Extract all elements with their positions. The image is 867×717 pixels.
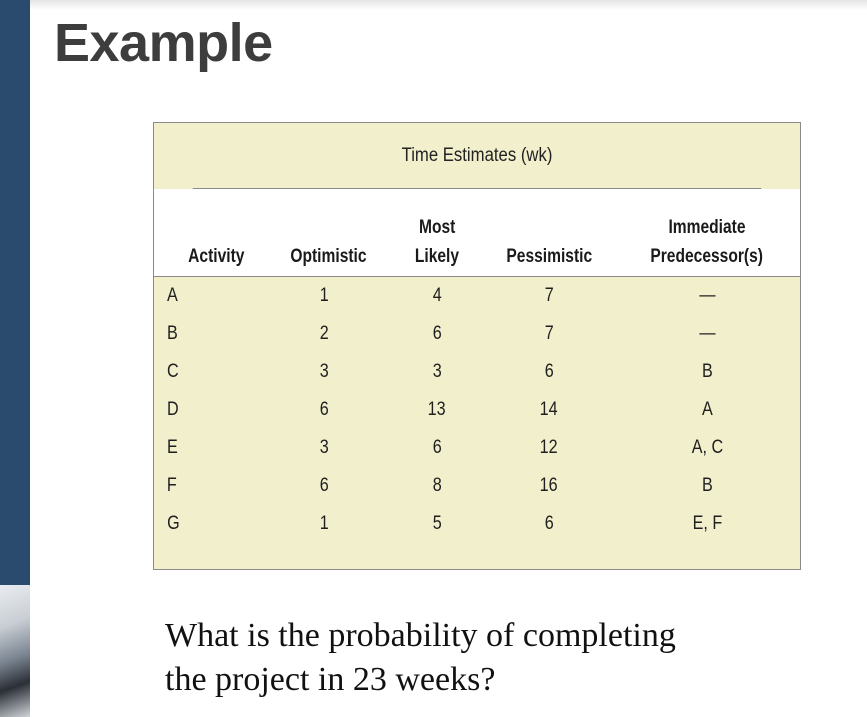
- cell-most-likely: 6: [432, 437, 442, 458]
- cell-optimistic: 6: [319, 399, 329, 420]
- header-pessimistic: [484, 201, 614, 271]
- cell-most-likely: 5: [432, 513, 442, 534]
- header-pessimistic-label: Pessimistic: [506, 246, 592, 267]
- header-activity: [168, 201, 264, 271]
- cell-most-likely: 13: [428, 399, 446, 420]
- header-most-likely-line2: Likely: [414, 246, 460, 267]
- cell-most-likely: 4: [432, 285, 442, 306]
- header-optimistic: [272, 201, 384, 271]
- question-text: [165, 614, 805, 702]
- table-header: [154, 189, 800, 277]
- table-row: [154, 467, 800, 505]
- header-predecessors: [624, 201, 790, 271]
- cell-most-likely: 3: [432, 361, 442, 382]
- header-optimistic-label: Optimistic: [289, 246, 367, 267]
- cell-pessimistic: 7: [544, 285, 554, 306]
- cell-activity: F: [166, 475, 177, 496]
- cell-predecessors: E, F: [692, 513, 722, 534]
- cell-activity: E: [166, 437, 178, 458]
- cell-optimistic: 1: [319, 285, 329, 306]
- header-activity-label: Activity: [187, 246, 245, 267]
- cell-predecessors: —: [698, 323, 716, 344]
- cell-pessimistic: 12: [540, 437, 558, 458]
- time-estimates-table: [153, 122, 801, 570]
- cell-pessimistic: 7: [544, 323, 554, 344]
- table-row: [154, 391, 800, 429]
- top-fade: [30, 0, 867, 10]
- cell-most-likely: 8: [432, 475, 442, 496]
- header-most-likely: [394, 201, 480, 271]
- slide-title: Example: [54, 13, 273, 73]
- cell-pessimistic: 16: [540, 475, 558, 496]
- header-predecessors-line2: Predecessor(s): [650, 246, 764, 267]
- table-row: [154, 277, 800, 315]
- question-line-1: What is the probability of completing: [165, 617, 676, 654]
- cell-predecessors: B: [701, 361, 713, 382]
- cell-pessimistic: 14: [540, 399, 558, 420]
- cell-pessimistic: 6: [544, 361, 554, 382]
- cell-activity: C: [167, 361, 179, 382]
- cell-optimistic: 3: [319, 437, 329, 458]
- table-row: [154, 505, 800, 543]
- cell-pessimistic: 6: [544, 513, 554, 534]
- cell-predecessors: —: [698, 285, 716, 306]
- cell-optimistic: 3: [319, 361, 329, 382]
- table-row: [154, 315, 800, 353]
- table-caption: Time Estimates (wk): [193, 123, 761, 189]
- cell-activity: G: [167, 513, 180, 534]
- table-row: [154, 429, 800, 467]
- header-most-likely-line1: Most: [418, 217, 456, 238]
- cell-predecessors: A: [701, 399, 713, 420]
- side-bar: [0, 0, 30, 590]
- cell-most-likely: 6: [432, 323, 442, 344]
- cell-optimistic: 2: [319, 323, 329, 344]
- cell-predecessors: B: [701, 475, 713, 496]
- table-row: [154, 353, 800, 391]
- cell-predecessors: A, C: [691, 437, 723, 458]
- question-line-2: the project in 23 weeks?: [165, 661, 496, 698]
- header-predecessors-line1: Immediate: [668, 217, 746, 238]
- cell-activity: A: [166, 285, 178, 306]
- cell-optimistic: 1: [319, 513, 329, 534]
- side-photo: [0, 585, 30, 717]
- cell-activity: B: [166, 323, 178, 344]
- cell-activity: D: [167, 399, 179, 420]
- cell-optimistic: 6: [319, 475, 329, 496]
